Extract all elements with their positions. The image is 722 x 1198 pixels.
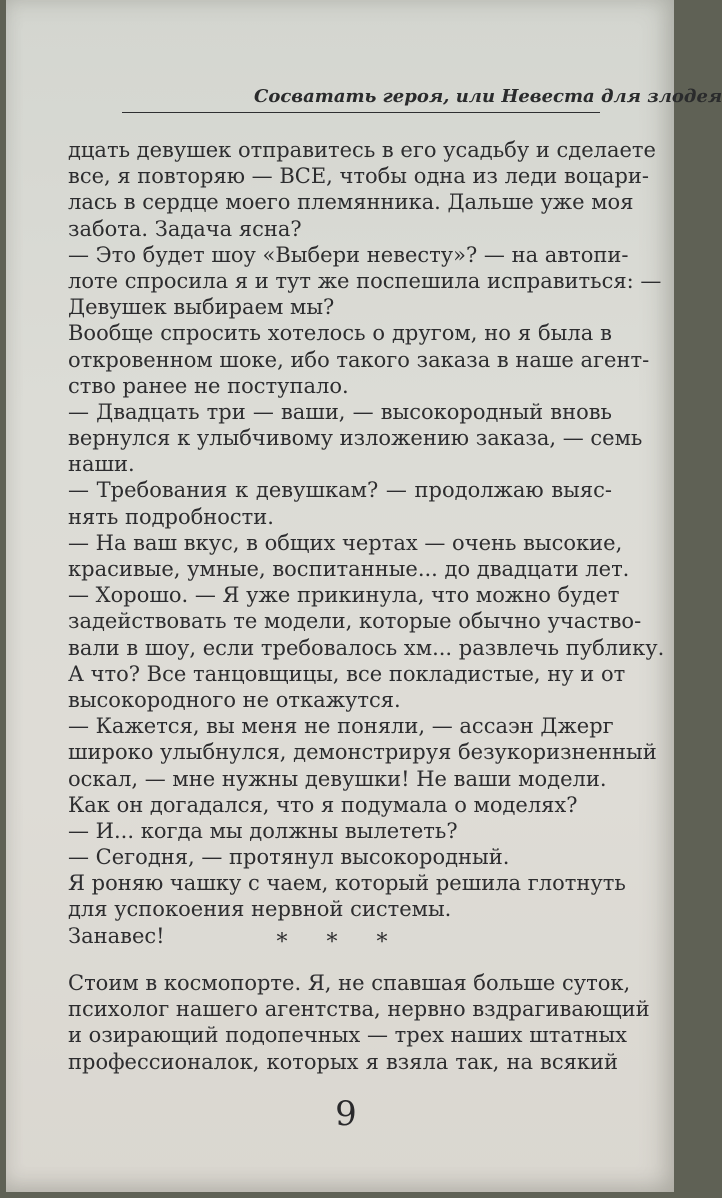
text-line: — Кажется, вы меня не поняли, — ассаэн Джерг <box>68 714 614 739</box>
second-text-block <box>68 970 650 1075</box>
text-line: — Сегодня, — протянул высокородный. <box>68 845 510 870</box>
text-line: Стоим в космопорте. Я, не спавшая больше суток, <box>68 971 631 995</box>
text-line: широко улыбнулся, демонстрируя безукоризненный <box>68 740 657 765</box>
text-line: А что? Все танцовщицы, все покладистые, ну и от <box>68 661 626 686</box>
book-page <box>6 0 722 1192</box>
text-line: — Это будет шоу «Выбери невесту»? — на автопи- <box>68 242 629 267</box>
text-line: забота. Задача ясна? <box>68 216 302 241</box>
text-line: высокородного не откажутся. <box>68 687 401 712</box>
text-line: Девушек выбираем мы? <box>68 295 335 320</box>
text-line: профессионалок, которых я взяла так, на всякий <box>68 1049 618 1074</box>
text-line: Я роняю чашку с чаем, который решила глотнуть <box>68 871 626 896</box>
text-line: оскал, — мне нужны девушки! Не ваши модели. <box>68 766 607 791</box>
text-line: задействовать те модели, которые обычно участво- <box>68 609 642 634</box>
text-line: лась в сердце моего племянника. Дальше уже моя <box>68 190 634 215</box>
text-line: — На ваш вкус, в общих чертах — очень высокие, <box>68 530 623 555</box>
text-line: — Хорошо. — Я уже прикинула, что можно будет <box>68 583 620 608</box>
text-line: Вообще спросить хотелось о другом, но я была в <box>68 321 612 346</box>
text-line: вернулся к улыбчивому изложению заказа, — семь <box>68 426 643 451</box>
text-line: — Двадцать три — ваши, — высокородный вновь <box>68 399 612 424</box>
text-line: — Требования к девушкам? — продолжаю выяс- <box>68 478 612 503</box>
text-line: вали в шоу, если требовалось хм... развлечь публику. <box>68 635 665 660</box>
text-line: лоте спросила я и тут же поспешила исправиться: — <box>68 268 662 293</box>
main-text-block <box>68 137 665 949</box>
text-line: Как он догадался, что я подумала о моделях? <box>68 792 578 817</box>
section-separator: * * * <box>276 930 404 955</box>
text-line: и озирающий подопечных — трех наших штатных <box>68 1023 628 1048</box>
text-line: для успокоения нервной системы. <box>68 897 452 922</box>
text-line: ство ранее не поступало. <box>68 373 349 398</box>
text-line: — И... когда мы должны вылететь? <box>68 818 458 843</box>
text-line: наши. <box>68 452 135 477</box>
text-line: красивые, умные, воспитанные... до двадцати лет. <box>68 557 630 581</box>
text-line: Занавес! <box>68 923 165 948</box>
text-line: психолог нашего агентства, нервно вздрагивающий <box>68 997 650 1022</box>
text-line: дцать девушек отправитесь в его усадьбу и сделаете <box>68 138 656 162</box>
text-line: все, я повторяю — ВСЕ, чтобы одна из леди воцари- <box>68 164 649 189</box>
text-line: нять подробности. <box>68 504 274 529</box>
text-line: откровенном шоке, ибо такого заказа в наше агент- <box>68 347 650 372</box>
page-number: 9 <box>335 1094 357 1134</box>
header-rule <box>122 112 600 113</box>
running-header: Сосватать героя, или Невеста для злодея <box>254 86 722 107</box>
